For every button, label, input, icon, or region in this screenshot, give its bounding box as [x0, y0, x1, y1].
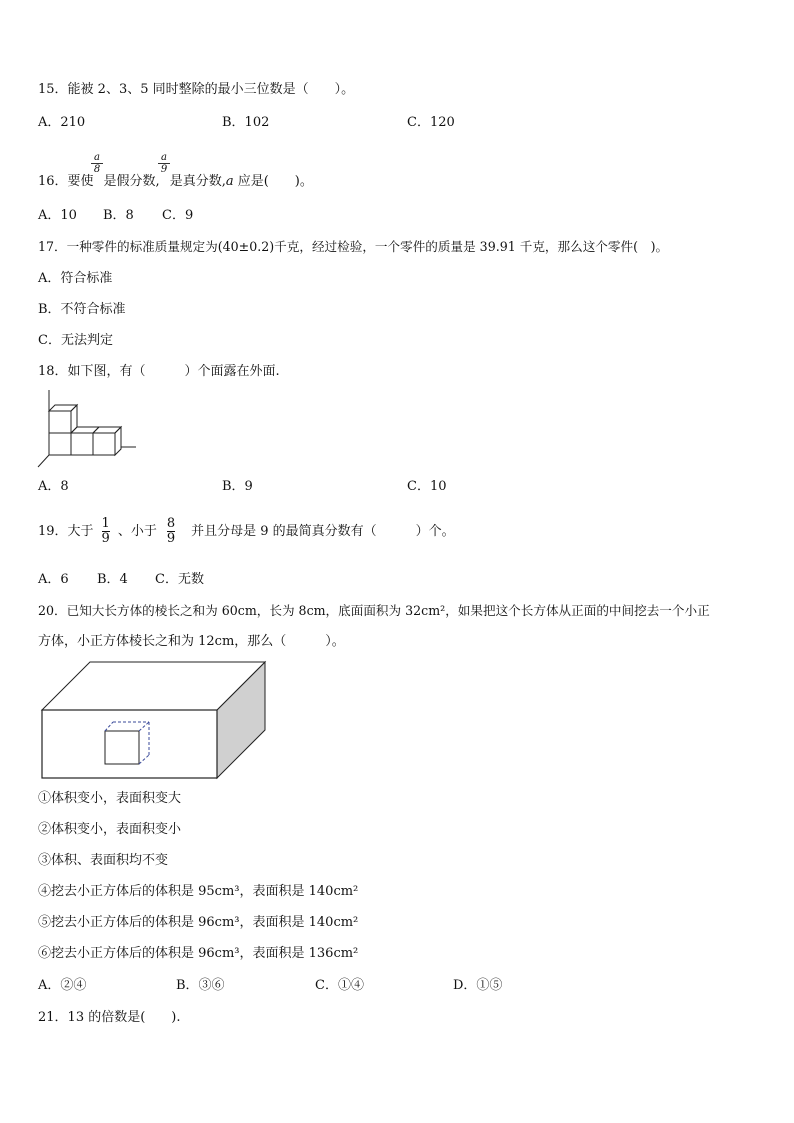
q16-variable: a — [225, 174, 234, 189]
q19-text-b: 、小于 — [117, 524, 157, 539]
q20-statement-6: ⑥挖去小正方体后的体积是 96cm³，表面积是 136cm² — [38, 946, 359, 961]
q18-option-a: A．8 — [38, 479, 69, 494]
q19-fraction-8-9 — [167, 517, 175, 546]
q17-option-c: C．无法判定 — [38, 333, 113, 348]
q17-stem: 17．一种零件的标准质量规定为(40±0.2)千克，经过检验，一个零件的质量是 39.91 千克，那么这个零件( )。 — [38, 239, 669, 254]
q16-text-a: 16．要使 — [38, 174, 94, 189]
q16-option-a: A．10 — [38, 208, 77, 223]
q19-option-b: B．4 — [97, 572, 128, 587]
q19-option-a: A．6 — [38, 572, 69, 587]
q16-stem — [38, 174, 313, 190]
q16-option-c: C．9 — [162, 208, 194, 223]
q15-option-b: B．102 — [222, 115, 270, 130]
q16-frac1-denominator: 8 — [93, 164, 101, 175]
q16-fraction-a-over-8 — [91, 152, 103, 175]
q19-option-c: C．无数 — [155, 572, 204, 587]
q19-stem — [38, 512, 455, 552]
q20-statement-5: ⑤挖去小正方体后的体积是 96cm³，表面积是 140cm² — [38, 915, 359, 930]
q18-stem: 18．如下图，有（ ）个面露在外面. — [38, 364, 280, 379]
q20-statement-3: ③体积、表面积均不变 — [38, 853, 169, 868]
q20-option-c: C．①④ — [315, 978, 364, 993]
q19-frac1-denominator: 9 — [101, 531, 110, 546]
q18-cube-figure — [30, 385, 150, 475]
q20-statement-1: ①体积变小，表面积变大 — [38, 791, 182, 806]
q20-stem-line1: 20．已知大长方体的棱长之和为 60cm，长为 8cm，底面面积为 32cm²，如果把这个长方体从正面的中间挖去一个小正 — [38, 603, 710, 618]
q20-statement-2: ②体积变小，表面积变小 — [38, 822, 182, 837]
q20-statement-4: ④挖去小正方体后的体积是 95cm³，表面积是 140cm² — [38, 884, 359, 899]
q19-frac2-denominator: 9 — [166, 531, 176, 546]
q20-stem-line2: 方体，小正方体棱长之和为 12cm，那么（ ）。 — [38, 634, 345, 649]
q20-option-a: A．②④ — [38, 978, 87, 993]
q20-cuboid-figure — [40, 658, 270, 782]
q15-option-a: A．210 — [38, 115, 86, 130]
q16-text-b: 是假分数, — [103, 174, 160, 189]
q20-option-d: D．①⑤ — [453, 978, 503, 993]
q16-frac2-numerator: a — [161, 152, 167, 163]
q21-stem: 21．13 的倍数是( ). — [38, 1010, 181, 1025]
q15-stem: 15．能被 2、3、5 同时整除的最小三位数是（ ）。 — [38, 82, 355, 97]
q19-frac2-numerator: 8 — [166, 516, 176, 531]
q20-option-b: B．③⑥ — [176, 978, 225, 993]
q18-option-c: C．10 — [407, 479, 447, 494]
q19-frac1-numerator: 1 — [101, 516, 110, 531]
q19-text-c: 并且分母是 9 的最简真分数有（ ）个。 — [191, 524, 455, 539]
q18-option-b: B．9 — [222, 479, 253, 494]
q16-frac1-numerator: a — [94, 152, 100, 163]
q16-text-d: 应是( )。 — [233, 174, 313, 189]
q17-option-a: A．符合标准 — [38, 271, 113, 286]
q16-fraction-a-over-9 — [158, 152, 170, 175]
q19-fraction-1-9 — [102, 517, 110, 546]
q16-option-b: B．8 — [103, 208, 134, 223]
q16-text-c: 是真分数, — [169, 174, 226, 189]
q15-option-c: C．120 — [407, 115, 455, 130]
q16-frac2-denominator: 9 — [160, 164, 168, 175]
q17-option-b: B．不符合标准 — [38, 302, 126, 317]
q19-text-a: 19．大于 — [38, 524, 94, 539]
